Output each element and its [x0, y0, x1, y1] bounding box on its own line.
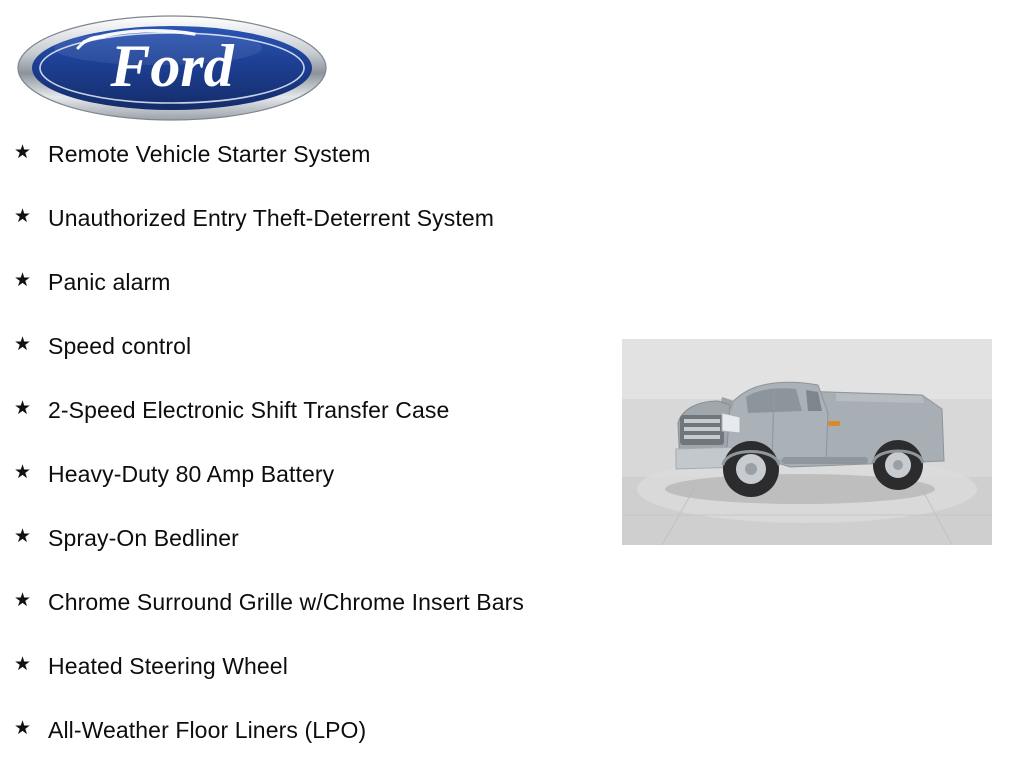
- list-item-label: Speed control: [48, 333, 192, 360]
- star-bullet-icon: ★: [14, 206, 32, 228]
- list-item: [8, 588, 568, 616]
- list-item: [8, 524, 568, 552]
- front-wheel: [723, 441, 779, 497]
- star-bullet-icon: ★: [14, 590, 32, 612]
- list-item: [8, 332, 568, 360]
- rear-wheel: [873, 440, 923, 490]
- star-bullet-icon: ★: [14, 654, 32, 676]
- list-item-label: 2-Speed Electronic Shift Transfer Case: [48, 397, 450, 424]
- list-item: [8, 716, 568, 744]
- ford-oval-logo-icon: [8, 8, 328, 128]
- star-bullet-icon: ★: [14, 334, 32, 356]
- star-bullet-icon: ★: [14, 526, 32, 548]
- list-item-label: Heavy-Duty 80 Amp Battery: [48, 461, 335, 488]
- list-item-label: Chrome Surround Grille w/Chrome Insert Bars: [48, 589, 524, 616]
- list-item-label: Remote Vehicle Starter System: [48, 141, 371, 167]
- star-bullet-icon: ★: [14, 142, 32, 163]
- list-item: [8, 460, 568, 488]
- list-item: [8, 140, 568, 168]
- list-item: [8, 204, 568, 232]
- list-item-label: Heated Steering Wheel: [48, 653, 288, 680]
- ford-wordmark: Ford: [110, 33, 234, 99]
- pickup-truck-photo-icon: [622, 339, 992, 545]
- vehicle-photo: [622, 339, 992, 545]
- list-item: [8, 652, 568, 680]
- list-item-label: All-Weather Floor Liners (LPO): [48, 717, 367, 744]
- star-bullet-icon: ★: [14, 718, 32, 740]
- star-bullet-icon: ★: [14, 462, 32, 484]
- feature-list: [8, 140, 568, 744]
- ford-logo: [8, 8, 328, 128]
- star-bullet-icon: ★: [14, 398, 32, 420]
- list-item: [8, 268, 568, 296]
- star-bullet-icon: ★: [14, 270, 32, 292]
- list-item-label: Unauthorized Entry Theft-Deterrent System: [48, 205, 494, 232]
- list-item-label: Panic alarm: [48, 269, 171, 296]
- list-item-label: Spray-On Bedliner: [48, 525, 239, 552]
- list-item: [8, 396, 568, 424]
